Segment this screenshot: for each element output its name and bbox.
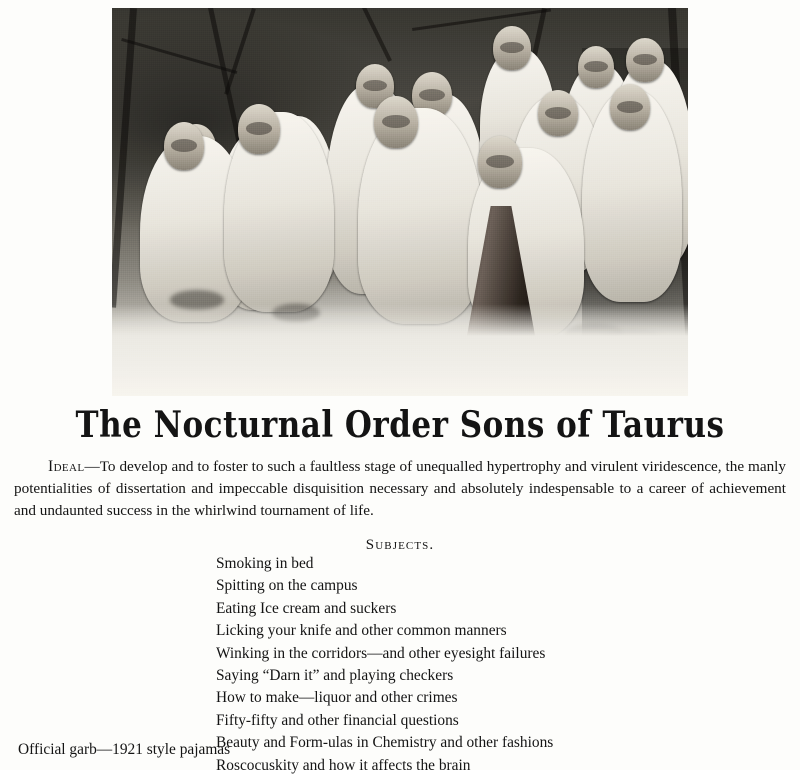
list-item: Beauty and Form-ulas in Chemistry and other fashions [216, 734, 554, 752]
photograph-image [112, 8, 688, 396]
list-item: Winking in the corridors—and other eyesight failures [216, 644, 546, 662]
ideal-paragraph [14, 456, 786, 521]
ideal-text: To develop and to foster to such a faultless stage of unequalled hypertrophy and virulent viridescence, the manly potentialities of dissertation and impeccable disquisition necessary and absolutely indespensable to a career of achievement and undaunted success in the whirlwind tournament of life. [14, 458, 786, 519]
subjects-heading: Subjects. [365, 537, 435, 553]
film-grain [112, 8, 688, 396]
subjects-list [216, 553, 553, 777]
list-item: Fifty-fifty and other financial questions [216, 711, 459, 729]
official-garb-note: Official garb—1921 style pajamas [18, 741, 231, 758]
list-item: Eating Ice cream and suckers [216, 599, 397, 617]
list-item: Smoking in bed [216, 555, 314, 572]
group-photograph [112, 8, 688, 396]
list-item: Saying “Darn it” and playing checkers [216, 667, 454, 685]
ideal-label: Ideal [48, 458, 85, 475]
page-title: The Nocturnal Order Sons of Taurus [75, 404, 725, 447]
list-item: Spitting on the campus [216, 577, 358, 595]
list-item: Licking your knife and other common manners [216, 622, 507, 640]
list-item: How to make—liquor and other crimes [216, 689, 458, 707]
ideal-dash: — [84, 458, 100, 475]
list-item: Roscocuskity and how it affects the brain [216, 756, 471, 774]
